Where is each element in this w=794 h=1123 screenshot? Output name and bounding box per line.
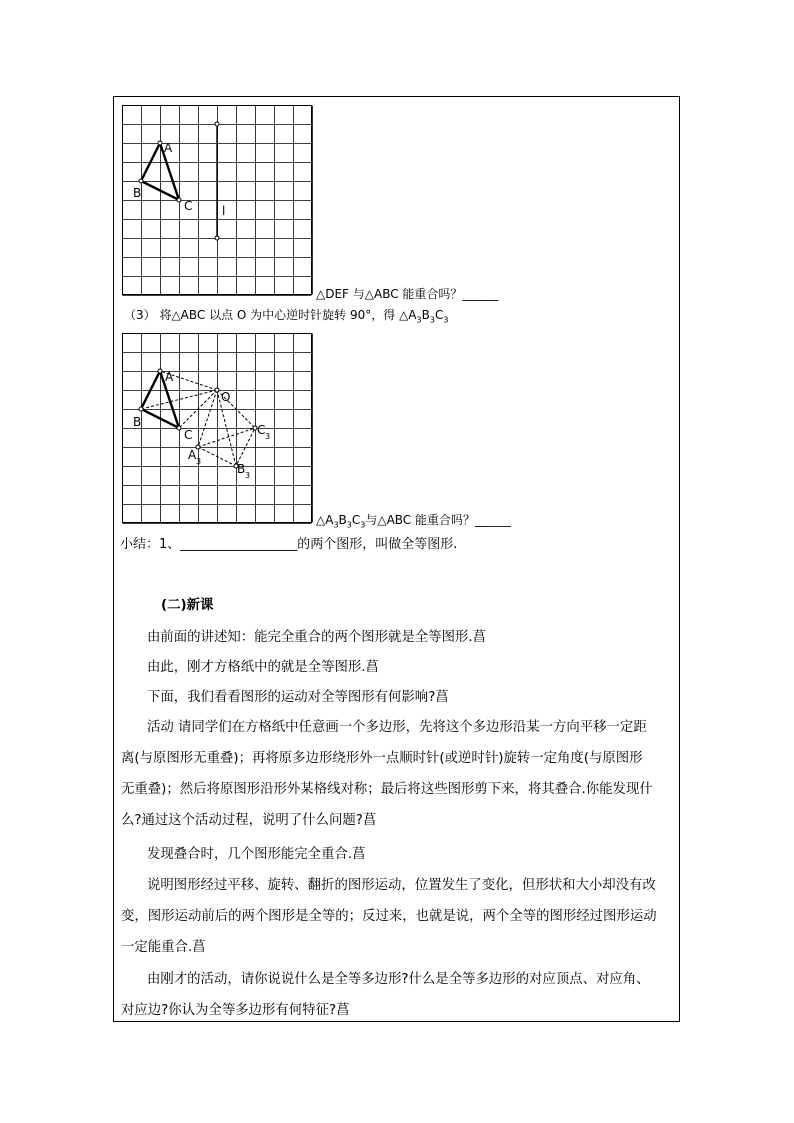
- triangle-abc: [141, 143, 179, 200]
- label-l: l: [222, 204, 226, 218]
- grid-figure-2: [122, 333, 314, 525]
- svg-text:3: 3: [245, 471, 251, 480]
- label-a: A: [164, 141, 173, 155]
- activity-line-1: 活动 请同学们在方格纸中任意画一个多边形，先将这个多边形沿某一方向平移一定距: [147, 720, 647, 735]
- grid-figure-1: [122, 105, 314, 297]
- label-b: B: [133, 186, 142, 200]
- paragraph-3: 下面，我们看看图形的运动对全等图形有何影响?菖: [147, 690, 449, 705]
- paragraph-1: 由前面的讲述知：能完全重合的两个图形就是全等图形.菖: [147, 630, 487, 645]
- section-title: (二)新课: [161, 598, 214, 613]
- svg-text:3: 3: [265, 432, 271, 441]
- finding: 发现叠合时，几个图形能完全重合.菖: [147, 847, 366, 862]
- activity-line-2: 离(与原图形无重叠)；再将原多边形绕形外一点顺时针(或逆时针)旋转一定角度(与原图形: [121, 751, 643, 766]
- label-c-2: C: [184, 428, 193, 442]
- explain-line-1: 说明图形经过平移、旋转、翻折的图形运动，位置发生了变化，但形状和大小却没有改: [147, 878, 656, 893]
- question-def: △DEF 与△ABC 能重合吗？______: [316, 287, 499, 301]
- question-final-line-1: 由刚才的活动，请你说说什么是全等多边形?什么是全等多边形的对应顶点、对应角、: [147, 972, 650, 987]
- label-a3: A: [188, 448, 197, 462]
- question-final-line-2: 对应边?你认为全等多边形有何特征?菖: [121, 1003, 350, 1018]
- explain-line-3: 一定能重合.菖: [121, 940, 206, 955]
- label-b-2: B: [133, 415, 142, 429]
- label-a-2: A: [165, 370, 174, 384]
- label-o: O: [221, 390, 231, 404]
- activity-line-4: 么?通过这个活动过程，说明了什么问题?菖: [121, 813, 377, 828]
- explain-line-2: 变，图形运动前后的两个图形是全等的；反过来，也就是说，两个全等的图形经过图形运动: [121, 909, 657, 924]
- triangle-abc-2: [141, 371, 179, 428]
- svg-text:3: 3: [196, 457, 202, 466]
- paragraph-2: 由此，刚才方格纸中的就是全等图形.菖: [147, 660, 379, 675]
- label-b3: B: [237, 462, 246, 476]
- label-c3: C: [257, 423, 266, 437]
- summary: 小结：1、__________________的两个图形，叫做全等图形.: [120, 537, 458, 552]
- step-3: （3） 将△ABC 以点 O 为中心逆时针旋转 90°，得 $\triangle A_3B_3C_3$: [124, 308, 449, 325]
- label-c: C: [184, 199, 193, 213]
- question-a3: $\triangle A_3B_3C_3$与△ABC 能重合吗？______: [316, 513, 511, 530]
- activity-line-3: 无重叠)；然后将原图形沿形外某格线对称；最后将这些图形剪下来，将其叠合.你能发现什: [121, 782, 653, 797]
